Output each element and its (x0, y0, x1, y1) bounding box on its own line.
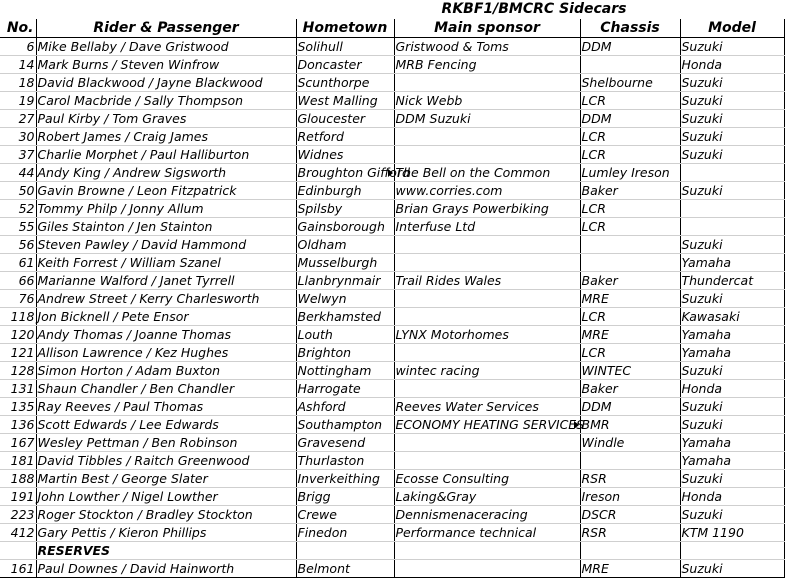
cell-rider[interactable]: Charlie Morphet / Paul Halliburton (36, 146, 296, 164)
cell-rider[interactable]: Andy Thomas / Joanne Thomas (36, 326, 296, 344)
cell-hometown[interactable]: Inverkeithing (296, 470, 394, 488)
cell-rider[interactable]: Tommy Philp / Jonny Allum (36, 200, 296, 218)
cell-hometown[interactable]: Scunthorpe (296, 74, 394, 92)
cell-sponsor[interactable]: Laking&Gray (394, 488, 580, 506)
table-row (0, 452, 784, 470)
cell-rider[interactable]: Keith Forrest / William Szanel (36, 254, 296, 272)
cell-no[interactable]: 181 (0, 452, 36, 470)
cell-chassis[interactable]: LCR (580, 146, 680, 164)
table-row (0, 92, 784, 110)
cell-model[interactable] (680, 218, 784, 236)
cell-no[interactable]: 61 (0, 254, 36, 272)
cell-no[interactable]: 37 (0, 146, 36, 164)
cell-rider[interactable]: Scott Edwards / Lee Edwards (36, 416, 296, 434)
cell-model[interactable]: Suzuki (680, 128, 784, 146)
cell-model[interactable]: KTM 1190 (680, 524, 784, 542)
cell-no[interactable]: 161 (0, 560, 36, 578)
cell-hometown[interactable]: Edinburgh (296, 182, 394, 200)
table-row (0, 344, 784, 362)
reserves-label[interactable]: RESERVES (36, 542, 296, 560)
cell-rider[interactable]: Ray Reeves / Paul Thomas (36, 398, 296, 416)
cell-no[interactable]: 191 (0, 488, 36, 506)
cell-hometown[interactable]: Llanbrynmair (296, 272, 394, 290)
cell-model[interactable]: Suzuki (680, 398, 784, 416)
cell-chassis[interactable]: Lumley Ireson (580, 164, 680, 182)
cell-no[interactable]: 120 (0, 326, 36, 344)
cell-no[interactable]: 136 (0, 416, 36, 434)
cell-hometown[interactable]: Belmont (296, 560, 394, 578)
header-rider[interactable]: Rider & Passenger (36, 19, 296, 38)
cell-rider[interactable]: John Lowther / Nigel Lowther (36, 488, 296, 506)
table-row (0, 236, 784, 254)
cell-no[interactable]: 121 (0, 344, 36, 362)
cell-no[interactable]: 30 (0, 128, 36, 146)
cell-sponsor[interactable] (394, 434, 580, 452)
cell-chassis[interactable]: MRE (580, 326, 680, 344)
cell-hometown[interactable]: Gainsborough (296, 218, 394, 236)
cell-no[interactable]: 131 (0, 380, 36, 398)
cell-model[interactable] (680, 164, 784, 182)
cell-rider[interactable]: Steven Pawley / David Hammond (36, 236, 296, 254)
cell-hometown[interactable]: West Malling (296, 92, 394, 110)
cell-model[interactable]: Yamaha (680, 344, 784, 362)
table-row (0, 308, 784, 326)
table-row (0, 416, 784, 434)
cell-no[interactable]: 66 (0, 272, 36, 290)
cell-chassis[interactable] (580, 542, 680, 560)
cell-sponsor[interactable] (394, 146, 580, 164)
cell-sponsor[interactable]: wintec racing (394, 362, 580, 380)
cell-rider[interactable]: Martin Best / George Slater (36, 470, 296, 488)
cell-sponsor[interactable] (394, 128, 580, 146)
cell-model[interactable]: Suzuki (680, 74, 784, 92)
sheet-title: RKBF1/BMCRC Sidecars (441, 1, 627, 17)
cell-chassis[interactable]: DSCR (580, 506, 680, 524)
cell-hometown[interactable]: Gravesend (296, 434, 394, 452)
cell-no[interactable]: 6 (0, 38, 36, 56)
cell-chassis[interactable] (580, 452, 680, 470)
cell-sponsor[interactable]: DDM Suzuki (394, 110, 580, 128)
cell-rider[interactable]: Gavin Browne / Leon Fitzpatrick (36, 182, 296, 200)
cell-rider[interactable]: Carol Macbride / Sally Thompson (36, 92, 296, 110)
cell-no[interactable]: 19 (0, 92, 36, 110)
table-row (0, 272, 784, 290)
cell-no[interactable]: 14 (0, 56, 36, 74)
cell-model[interactable]: Suzuki (680, 290, 784, 308)
cell-hometown[interactable]: Thurlaston (296, 452, 394, 470)
table-row (0, 218, 784, 236)
table-row (0, 434, 784, 452)
cell-chassis[interactable] (580, 254, 680, 272)
table-row (0, 470, 784, 488)
cell-sponsor[interactable] (394, 560, 580, 578)
cell-sponsor[interactable] (394, 542, 580, 560)
cell-model[interactable]: Suzuki (680, 236, 784, 254)
table-row (0, 290, 784, 308)
cell-chassis[interactable] (580, 236, 680, 254)
cell-hometown[interactable] (296, 542, 394, 560)
cell-chassis[interactable]: RSR (580, 524, 680, 542)
cell-hometown[interactable]: Widnes (296, 146, 394, 164)
cell-chassis[interactable]: MRE (580, 560, 680, 578)
cell-model[interactable]: Kawasaki (680, 308, 784, 326)
cell-hometown[interactable]: Finedon (296, 524, 394, 542)
cell-chassis[interactable]: WINTEC (580, 362, 680, 380)
cell-sponsor[interactable] (394, 380, 580, 398)
cell-chassis[interactable]: Windle (580, 434, 680, 452)
cell-model[interactable]: Honda (680, 380, 784, 398)
cell-model[interactable]: Suzuki (680, 416, 784, 434)
cell-chassis[interactable]: Shelbourne (580, 74, 680, 92)
cell-model[interactable] (680, 542, 784, 560)
cell-model[interactable]: Honda (680, 56, 784, 74)
cell-sponsor[interactable] (394, 74, 580, 92)
table-row (0, 38, 784, 56)
table-row (0, 506, 784, 524)
cell-chassis[interactable]: RSR (580, 470, 680, 488)
cell-model[interactable]: Suzuki (680, 362, 784, 380)
cell-model[interactable]: Suzuki (680, 470, 784, 488)
cell-hometown[interactable]: Musselburgh (296, 254, 394, 272)
table-row (0, 488, 784, 506)
table-row (0, 146, 784, 164)
cell-rider[interactable]: Giles Stainton / Jen Stainton (36, 218, 296, 236)
cell-sponsor[interactable]: www.corries.com (394, 182, 580, 200)
cell-hometown[interactable]: Crewe (296, 506, 394, 524)
table-row (0, 326, 784, 344)
cell-chassis[interactable]: LCR (580, 308, 680, 326)
cell-model[interactable]: Suzuki (680, 38, 784, 56)
cell-sponsor[interactable] (394, 452, 580, 470)
table-row (0, 74, 784, 92)
cell-sponsor[interactable] (394, 344, 580, 362)
cell-chassis[interactable]: Ireson (580, 488, 680, 506)
cell-rider[interactable]: David Blackwood / Jayne Blackwood (36, 74, 296, 92)
cell-rider[interactable]: David Tibbles / Raitch Greenwood (36, 452, 296, 470)
table-row (0, 524, 784, 542)
cell-rider[interactable]: Andrew Street / Kerry Charlesworth (36, 290, 296, 308)
cell-hometown[interactable]: Louth (296, 326, 394, 344)
overflow-marker-icon (574, 421, 579, 429)
table-row (0, 110, 784, 128)
cell-chassis[interactable]: BMR (580, 416, 680, 434)
cell-sponsor[interactable]: Nick Webb (394, 92, 580, 110)
cell-hometown[interactable]: Welwyn (296, 290, 394, 308)
cell-sponsor[interactable]: MRB Fencing (394, 56, 580, 74)
header-chassis[interactable]: Chassis (580, 19, 680, 38)
table-row (0, 56, 784, 74)
cell-rider[interactable]: Allison Lawrence / Kez Hughes (36, 344, 296, 362)
header-hometown[interactable]: Hometown (296, 19, 394, 38)
cell-no[interactable]: 128 (0, 362, 36, 380)
cell-model[interactable]: Suzuki (680, 92, 784, 110)
cell-no[interactable]: 118 (0, 308, 36, 326)
reserves-row (0, 542, 784, 560)
cell-no[interactable]: 135 (0, 398, 36, 416)
cell-sponsor[interactable]: ECONOMY HEATING SERVICES (395, 417, 585, 432)
cell-hometown[interactable]: Nottingham (296, 362, 394, 380)
cell-no[interactable]: 76 (0, 290, 36, 308)
cell-no[interactable]: 223 (0, 506, 36, 524)
cell-chassis[interactable]: DDM (580, 38, 680, 56)
header-model[interactable]: Model (680, 19, 784, 38)
cell-no[interactable]: 56 (0, 236, 36, 254)
cell-rider[interactable]: Gary Pettis / Kieron Phillips (36, 524, 296, 542)
cell-hometown[interactable]: Southampton (296, 416, 394, 434)
cell-model[interactable]: Yamaha (680, 326, 784, 344)
cell-model[interactable]: Suzuki (680, 182, 784, 200)
cell-rider[interactable]: Robert James / Craig James (36, 128, 296, 146)
cell-rider[interactable]: Mark Burns / Steven Winfrow (36, 56, 296, 74)
table-row (0, 200, 784, 218)
cell-chassis[interactable]: MRE (580, 290, 680, 308)
cell-hometown[interactable]: Harrogate (296, 380, 394, 398)
cell-model[interactable]: Suzuki (680, 506, 784, 524)
cell-chassis[interactable]: Baker (580, 272, 680, 290)
header-no[interactable]: No. (0, 19, 36, 38)
cell-rider[interactable]: Andy King / Andrew Sigsworth (36, 164, 296, 182)
cell-sponsor[interactable] (394, 290, 580, 308)
header-sponsor[interactable]: Main sponsor (394, 19, 580, 38)
cell-chassis[interactable]: Baker (580, 380, 680, 398)
cell-rider[interactable]: Paul Kirby / Tom Graves (36, 110, 296, 128)
cell-rider[interactable]: Paul Downes / David Hainworth (36, 560, 296, 578)
cell-sponsor[interactable] (394, 308, 580, 326)
cell-chassis[interactable]: LCR (580, 344, 680, 362)
cell-no[interactable]: 412 (0, 524, 36, 542)
cell-no[interactable]: 18 (0, 74, 36, 92)
cell-no[interactable] (0, 542, 36, 560)
cell-sponsor[interactable]: Dennismenaceracing (394, 506, 580, 524)
table-row (0, 362, 784, 380)
cell-chassis[interactable] (580, 56, 680, 74)
cell-hometown[interactable]: Gloucester (296, 110, 394, 128)
cell-hometown[interactable]: Spilsby (296, 200, 394, 218)
cell-rider[interactable]: Marianne Walford / Janet Tyrrell (36, 272, 296, 290)
table-row (0, 398, 784, 416)
cell-rider[interactable]: Shaun Chandler / Ben Chandler (36, 380, 296, 398)
table-row (0, 380, 784, 398)
entry-list-table (0, 19, 785, 578)
cell-model[interactable]: Honda (680, 488, 784, 506)
cell-model[interactable]: Yamaha (680, 434, 784, 452)
cell-model[interactable]: Suzuki (680, 146, 784, 164)
entry-list-body (0, 19, 784, 578)
cell-hometown[interactable]: Broughton Gifford (297, 165, 410, 180)
cell-rider[interactable]: Simon Horton / Adam Buxton (36, 362, 296, 380)
cell-no[interactable]: 167 (0, 434, 36, 452)
cell-rider[interactable]: Wesley Pettman / Ben Robinson (36, 434, 296, 452)
cell-sponsor[interactable] (394, 254, 580, 272)
cell-hometown[interactable]: Retford (296, 128, 394, 146)
cell-model[interactable]: Thundercat (680, 272, 784, 290)
cell-sponsor[interactable]: Interfuse Ltd (394, 218, 580, 236)
cell-hometown[interactable]: Oldham (296, 236, 394, 254)
cell-model[interactable]: Suzuki (680, 560, 784, 578)
cell-rider[interactable]: Mike Bellaby / Dave Gristwood (36, 38, 296, 56)
cell-chassis[interactable]: DDM (580, 398, 680, 416)
cell-sponsor[interactable]: Reeves Water Services (394, 398, 580, 416)
cell-sponsor[interactable]: Gristwood & Toms (394, 38, 580, 56)
cell-chassis[interactable]: Baker (580, 182, 680, 200)
cell-no[interactable]: 188 (0, 470, 36, 488)
cell-chassis[interactable]: LCR (580, 128, 680, 146)
cell-hometown[interactable]: Brighton (296, 344, 394, 362)
table-row (0, 254, 784, 272)
overflow-marker-icon (388, 169, 393, 177)
cell-hometown[interactable]: Doncaster (296, 56, 394, 74)
table-row (0, 560, 784, 578)
cell-hometown[interactable]: Berkhamsted (296, 308, 394, 326)
cell-sponsor[interactable]: Ecosse Consulting (394, 470, 580, 488)
cell-rider[interactable]: Jon Bicknell / Pete Ensor (36, 308, 296, 326)
cell-sponsor[interactable]: LYNX Motorhomes (394, 326, 580, 344)
header-row (0, 19, 784, 38)
cell-rider[interactable]: Roger Stockton / Bradley Stockton (36, 506, 296, 524)
cell-hometown[interactable]: Solihull (296, 38, 394, 56)
table-row (0, 128, 784, 146)
table-row (0, 182, 784, 200)
cell-sponsor[interactable]: Performance technical (394, 524, 580, 542)
cell-no[interactable]: 50 (0, 182, 36, 200)
cell-sponsor[interactable]: Trail Rides Wales (394, 272, 580, 290)
cell-hometown[interactable]: Ashford (296, 398, 394, 416)
cell-hometown[interactable]: Brigg (296, 488, 394, 506)
cell-model[interactable]: Yamaha (680, 254, 784, 272)
cell-sponsor[interactable]: Brian Grays Powerbiking (394, 200, 580, 218)
cell-model[interactable]: Suzuki (680, 110, 784, 128)
cell-chassis[interactable]: DDM (580, 110, 680, 128)
cell-no[interactable]: 27 (0, 110, 36, 128)
table-row (0, 164, 784, 182)
cell-model[interactable] (680, 200, 784, 218)
cell-no[interactable]: 52 (0, 200, 36, 218)
cell-model[interactable]: Yamaha (680, 452, 784, 470)
cell-sponsor[interactable]: The Bell on the Common (394, 164, 580, 182)
cell-chassis[interactable]: LCR (580, 218, 680, 236)
cell-chassis[interactable]: LCR (580, 92, 680, 110)
cell-no[interactable]: 55 (0, 218, 36, 236)
cell-chassis[interactable]: LCR (580, 200, 680, 218)
cell-no[interactable]: 44 (0, 164, 36, 182)
cell-sponsor[interactable] (394, 236, 580, 254)
